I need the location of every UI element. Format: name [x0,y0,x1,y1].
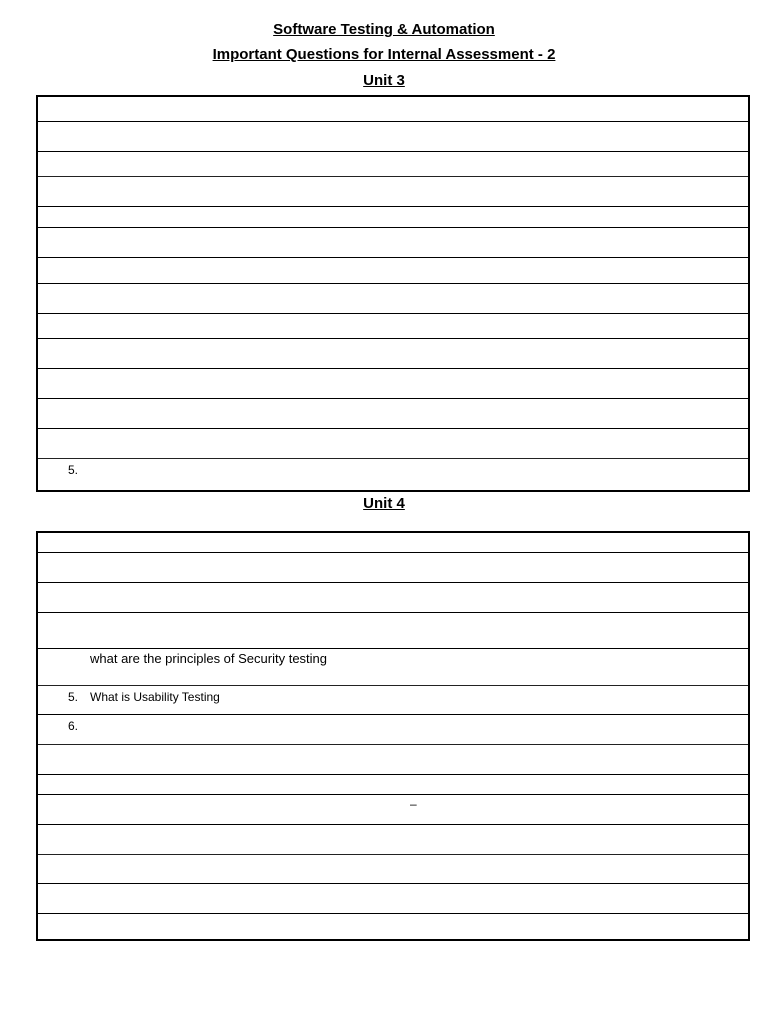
unit3-row-10 [38,339,748,369]
unit3-row-5 [38,207,748,228]
unit3-table [36,95,750,492]
unit4-row-6 [38,686,748,715]
unit4-row-2 [38,553,748,583]
usability-testing-question: What is Usability Testing [90,690,220,704]
unit4-row-1 [38,533,748,553]
unit4-row-9 [38,775,748,795]
unit3-heading: Unit 3 [363,72,405,89]
unit3-row-7 [38,258,748,284]
unit3-row-13 [38,429,748,459]
unit4-row-10 [38,795,748,825]
unit4-row-4 [38,613,748,649]
unit4-question-number-6: 6. [68,719,79,733]
document-subtitle: Important Questions for Internal Assessment - 2 [212,46,556,63]
unit3-row-9 [38,314,748,339]
unit3-question-number-5: 5. [68,463,79,477]
unit3-row-8 [38,284,748,314]
unit4-row-13 [38,884,748,914]
unit4-row-11 [38,825,748,855]
security-testing-question: what are the principles of Security testing [90,651,328,666]
unit4-row-8 [38,745,748,775]
unit3-row-14 [38,459,748,490]
unit3-row-6 [38,228,748,258]
unit4-row-14 [38,914,748,943]
unit3-row-2 [38,122,748,152]
unit4-row-3 [38,583,748,613]
unit4-table [36,531,750,941]
unit3-row-11 [38,369,748,399]
document-title: Software Testing & Automation [273,21,495,38]
dash-mark: – [410,797,417,811]
unit3-row-4 [38,177,748,207]
unit3-row-3 [38,152,748,177]
unit4-heading: Unit 4 [363,495,405,512]
unit3-row-1 [38,97,748,122]
unit4-row-5 [38,649,748,686]
unit3-row-12 [38,399,748,429]
unit4-row-12 [38,855,748,884]
unit4-question-number-5: 5. [68,690,79,704]
unit4-row-7 [38,715,748,745]
